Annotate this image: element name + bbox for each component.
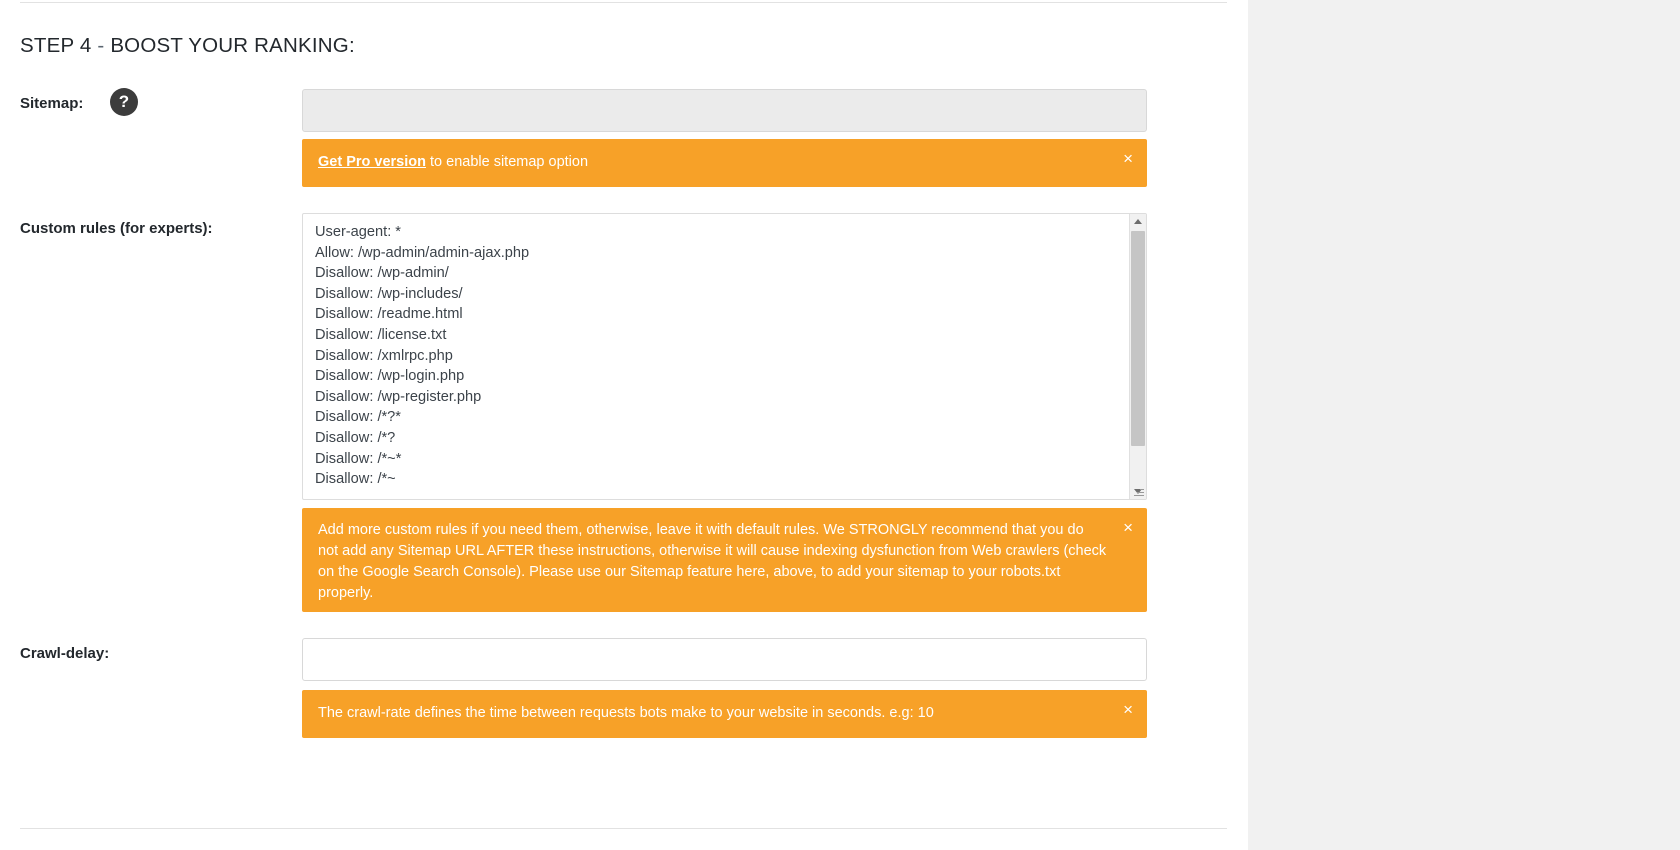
custom-rules-notice: [302, 508, 1147, 612]
scroll-up-arrow-icon[interactable]: [1130, 214, 1146, 230]
crawl-delay-notice: [302, 690, 1147, 738]
custom-rules-notice-text: Add more custom rules if you need them, otherwise, leave it with default rules. We STRONGLY recommend that you do not add any Sitemap URL AFTER these instructions, otherwise it will cause indexing dysfunction from Web crawlers (check on the Google Search Console). Please use our Sitemap feature here, above, to add your sitemap to your robots.txt properly.: [318, 522, 1107, 601]
crawl-delay-label: Crawl-delay:: [20, 645, 110, 662]
page-title: [20, 34, 355, 58]
sitemap-input[interactable]: [302, 89, 1147, 132]
close-icon[interactable]: ×: [1123, 518, 1133, 537]
page-title-dash: -: [97, 34, 105, 57]
get-pro-version-link[interactable]: Get Pro version: [318, 154, 426, 170]
custom-rules-field[interactable]: [302, 213, 1147, 500]
sitemap-notice: [302, 139, 1147, 187]
scrollbar-thumb[interactable]: [1131, 231, 1145, 446]
page-title-step: STEP 4: [20, 34, 92, 57]
page-title-rest: BOOST YOUR RANKING:: [110, 34, 355, 57]
crawl-delay-notice-text: The crawl-rate defines the time between requests bots make to your website in seconds. e.g: 10: [318, 705, 934, 721]
custom-rules-textarea[interactable]: [303, 214, 1123, 499]
sitemap-notice-text: to enable sitemap option: [425, 154, 589, 170]
custom-rules-label: Custom rules (for experts):: [20, 220, 213, 237]
resize-handle-icon[interactable]: [1132, 485, 1145, 498]
question-mark-icon[interactable]: ?: [110, 88, 138, 116]
top-divider: [20, 2, 1227, 3]
close-icon[interactable]: ×: [1123, 149, 1133, 168]
bottom-divider: [20, 828, 1227, 829]
crawl-delay-input[interactable]: [302, 638, 1147, 681]
close-icon[interactable]: ×: [1123, 700, 1133, 719]
sitemap-label: Sitemap:: [20, 95, 84, 112]
custom-rules-scrollbar[interactable]: [1129, 214, 1146, 499]
